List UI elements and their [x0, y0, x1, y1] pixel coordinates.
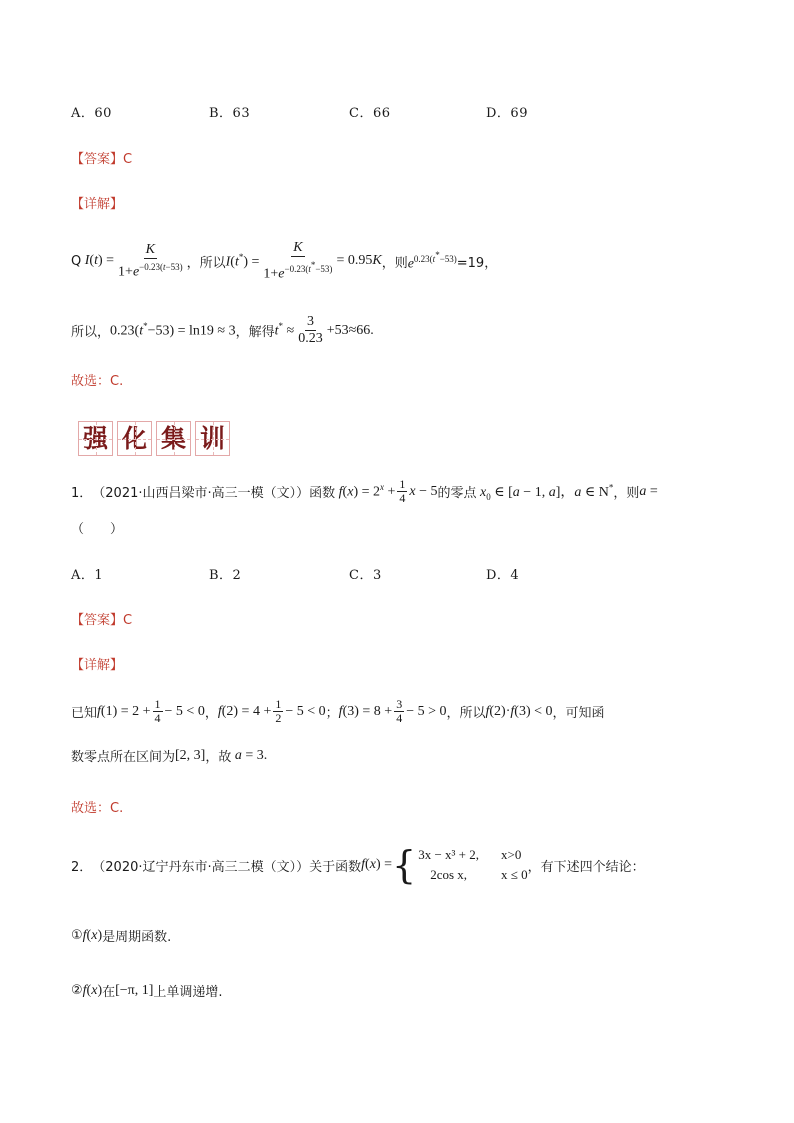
answer-tag: [71, 148, 132, 167]
text-ze: ，则: [381, 255, 408, 271]
q1-formula-fx: $f(x) = 2^x$ +: [338, 482, 396, 500]
q1-option-c: C．3: [349, 568, 382, 583]
q1-blank: （ ）: [71, 522, 124, 537]
q1-formula-a: a =: [639, 483, 658, 499]
q2-c2-text: 上单调递增.: [153, 985, 223, 1000]
q1-sol-e: ，可知函: [552, 706, 605, 721]
q1-option-b: B．2: [209, 568, 242, 583]
q1-source: （2021·山西吕梁市·高三一模（文））: [92, 486, 310, 501]
q1-solution-line-2: [71, 746, 267, 765]
q1-f3: f(3) = 8 +: [338, 703, 393, 719]
fraction-k-over-1-plus-e: $\frac{K}{1+e^{-0.23(t-53)}}$: [118, 242, 183, 280]
q2-piecewise: [392, 843, 528, 887]
formula-095k: = 0.95K: [336, 253, 382, 269]
title-char-1: 强: [78, 421, 113, 456]
text-suoyi-2: 所以，: [71, 325, 111, 340]
q1-stem-a: 函数: [309, 486, 336, 501]
q2-case2-cond: x ≤ 0: [501, 867, 528, 882]
q2-source: （2020·辽宁丹东市·高三二模（文））: [92, 859, 310, 875]
brace-icon: {: [392, 843, 417, 887]
q2-case1-cond: x>0: [501, 847, 522, 862]
text-jiede: ，解得: [235, 325, 275, 340]
q1-interval: [2, 3]: [175, 747, 206, 763]
q1-f2-rest: − 5 < 0: [285, 703, 326, 719]
question-1-stem: [71, 478, 658, 505]
formula-e-power: $e^{0.23(t^*-53)}$: [407, 250, 457, 272]
q1-conclusion: 故选：C.: [71, 801, 124, 816]
question-2-stem: [71, 843, 645, 887]
q1-frac-3-4: $\frac{3}{4}$: [396, 697, 403, 725]
q1-sol-a: 已知: [71, 706, 98, 721]
solution-line-1: [71, 240, 497, 283]
formula-it-star: I(t*) =: [225, 252, 260, 270]
q1-sol-line2-b: ，故: [205, 750, 232, 765]
q1-a-eq-3: a = 3.: [234, 747, 268, 763]
fraction-k-over-1-plus-e-star: $\frac{K}{1+e^{-0.23(t^*-53)}}$: [263, 240, 333, 282]
q1-f1-rest: − 5 < 0: [164, 703, 205, 719]
section-title: [78, 421, 234, 456]
q2-c2-zai: 在: [102, 985, 116, 1000]
q1-answer-value: C: [123, 613, 133, 628]
solution-line-2: [71, 314, 374, 347]
q1-detail-tag: 【详解】: [71, 658, 124, 673]
because-symbol: Q: [71, 253, 82, 269]
q1-frac-1-4b: $\frac{1}{4}$: [154, 697, 161, 725]
text-eq-19: =19，: [456, 255, 498, 271]
q1-sol-line2-a: 数零点所在区间为: [71, 750, 176, 765]
q2-stem-b: ，有下述四个结论：: [527, 859, 645, 875]
q2-conclusion-2: [71, 981, 223, 1000]
q1-number: 1．: [71, 486, 93, 501]
q1-fraction-1-4: $\frac{1}{4}$: [399, 477, 406, 505]
fraction-3-over-023: $\frac{3}{0.23}$: [298, 314, 323, 346]
q1-formula-x-5: x − 5: [409, 483, 438, 499]
title-char-4: 训: [195, 421, 230, 456]
q2-c1-text: 是周期函数.: [102, 930, 172, 945]
q1-option-d: D．4: [486, 568, 520, 583]
q2-c2-interval: [−π, 1]: [115, 982, 154, 998]
q2-stem-a: 关于函数: [309, 859, 362, 875]
answer-value: C: [123, 152, 133, 167]
q1-sol-b: ，: [204, 706, 218, 721]
q1-sol-c: ；: [325, 706, 339, 721]
q1-f1: f(1) = 2 +: [97, 703, 151, 719]
option-b: B．63: [209, 106, 251, 121]
q1-solution-line-1: [71, 698, 605, 725]
formula-it: I(t) =: [84, 253, 115, 269]
answer-label: 【答案】: [71, 152, 124, 167]
q1-answer-label: 【答案】: [71, 613, 124, 628]
detail-tag: 【详解】: [71, 197, 124, 212]
option-c: C．66: [349, 106, 391, 121]
q1-f2: f(2) = 4 +: [217, 703, 272, 719]
formula-plus-53: +53≈66.: [326, 322, 374, 338]
conclusion-0: 故选：C.: [71, 374, 124, 389]
q1-formula-x0: $x_0$ ∈ [a − 1, a]，a ∈ N*: [480, 482, 614, 502]
q1-answer-tag: [71, 609, 132, 628]
option-d: D．69: [486, 106, 528, 121]
formula-ln19: 0.23(t*−53) = ln19 ≈ 3: [110, 321, 236, 339]
q1-stem-b: 的零点: [437, 486, 477, 501]
formula-t-star: t* ≈: [274, 321, 295, 339]
option-a: A．60: [71, 106, 112, 121]
q1-f3-rest: − 5 > 0: [406, 703, 447, 719]
text-suoyi: ，所以: [186, 255, 226, 271]
title-char-3: 集: [156, 421, 191, 456]
q2-case1-expr: 3x − x³ + 2,: [418, 847, 479, 862]
q2-c1-fx: f(x): [82, 927, 103, 943]
q1-option-a: A．1: [71, 568, 104, 583]
q2-fx: f(x) =: [361, 857, 392, 872]
q2-c1-mark: ①: [71, 928, 83, 943]
q2-c2-mark: ②: [71, 983, 83, 998]
q1-sol-d: ，所以: [446, 706, 486, 721]
q1-stem-c: ，则: [613, 486, 640, 501]
q2-conclusion-1: [71, 926, 171, 945]
q1-f2f3: f(2)·f(3) < 0: [485, 703, 553, 719]
title-char-2: 化: [117, 421, 152, 456]
q1-frac-1-2: $\frac{1}{2}$: [275, 697, 282, 725]
q2-c2-fx: f(x): [82, 982, 103, 998]
q2-number: 2．: [71, 859, 93, 875]
q2-case2-expr: 2cos x,: [430, 867, 468, 882]
